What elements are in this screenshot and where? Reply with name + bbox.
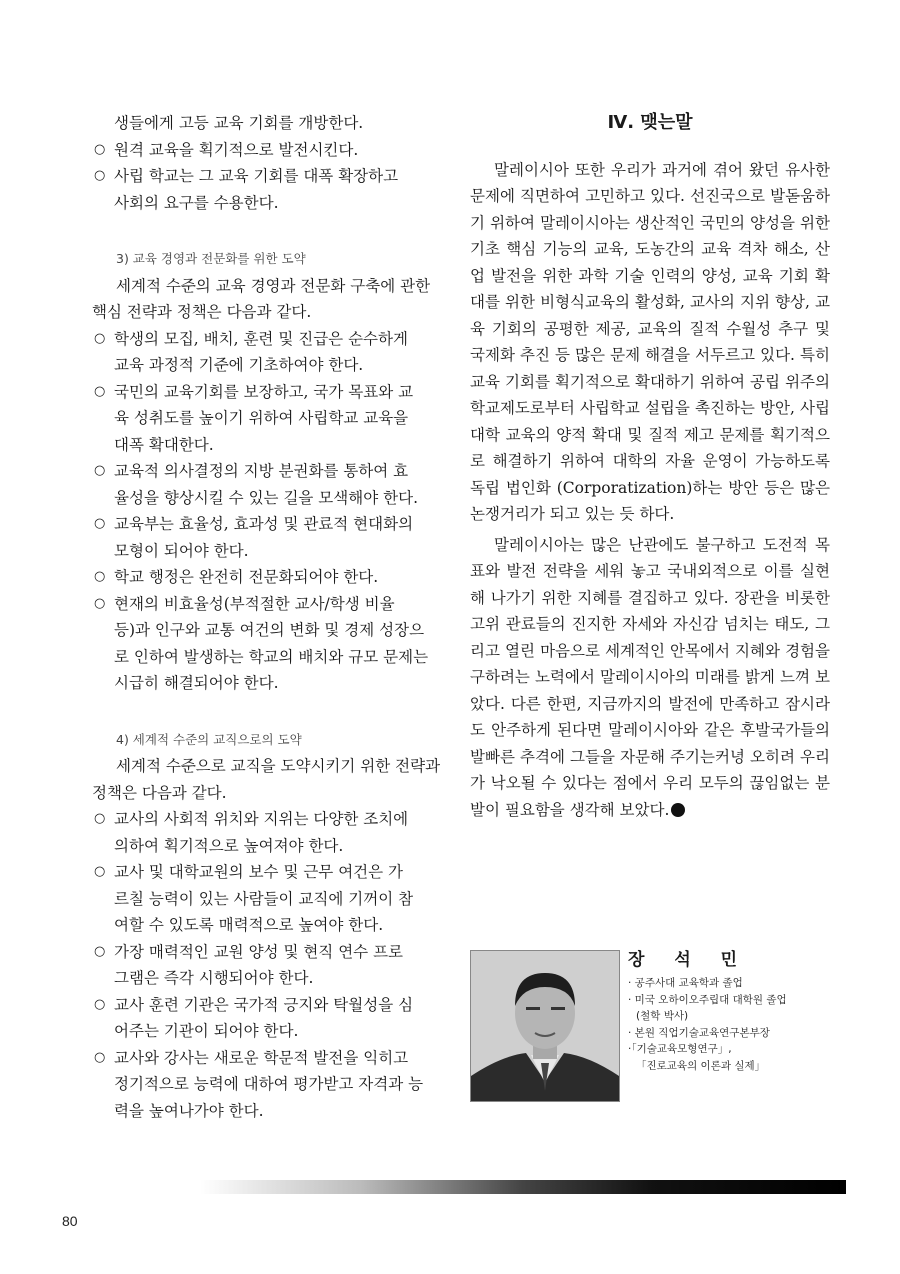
bullet-list-intro	[92, 137, 444, 217]
bullet-circle-icon: ○	[94, 811, 106, 826]
bullet-text-line: 학교 행정은 완전히 전문화되어야 한다.	[114, 568, 379, 586]
section-3-bullets	[92, 326, 444, 697]
bullet-item	[92, 1045, 444, 1125]
bullet-text-line: 교육 과정적 기준에 기초하여야 한다.	[114, 356, 364, 374]
author-photo	[470, 950, 620, 1102]
bullet-circle-icon: ○	[94, 168, 106, 183]
bullet-item	[92, 806, 444, 859]
conclusion-title: Ⅳ. 맺는말	[607, 112, 693, 133]
bullet-text-line: 력을 높여나가야 한다.	[114, 1101, 264, 1120]
author-bio	[470, 945, 840, 1100]
bullet-item	[92, 326, 444, 379]
bullet-item	[92, 591, 444, 697]
bullet-text-line: 교사와 강사는 새로운 학문적 발전을 익히고	[114, 1048, 409, 1067]
credential-item: · 공주사대 교육학과 졸업	[628, 977, 743, 989]
bullet-text-line: 등)과 인구와 교통 여건의 변화 및 경제 성장으	[114, 621, 425, 639]
bullet-text-line: 교육적 의사결정의 지방 분권화를 통하여 효	[114, 462, 409, 480]
bullet-text-line: 어주는 기관이 되어야 한다.	[114, 1022, 299, 1040]
bullet-text-line: 그램은 즉각 시행되어야 한다.	[114, 969, 314, 987]
conclusion-paragraph-2	[470, 532, 830, 824]
bullet-text-line: 교사의 사회적 위치와 지위는 다양한 조치에	[114, 810, 409, 828]
bullet-circle-icon: ○	[94, 864, 106, 879]
bullet-text-line: 의하여 획기적으로 높여져야 한다.	[114, 836, 344, 855]
bullet-text-line: 르칠 능력이 있는 사람들이 교직에 기꺼이 참	[114, 889, 414, 908]
author-credentials	[628, 975, 787, 1074]
credential-item: 「진로교육의 이론과 실제」	[636, 1059, 766, 1072]
section-3-lead: 세계적 수준의 교육 경영과 전문화 구축에 관한 핵심 전략과 정책은 다음과 같다.	[92, 276, 431, 321]
bullet-circle-icon: ○	[94, 141, 106, 157]
section-4-lead: 세계적 수준으로 교직을 도약시키기 위한 전략과 정책은 다음과 같다.	[92, 757, 441, 802]
bullet-circle-icon: ○	[94, 330, 106, 346]
bullet-text-line: 모형이 되어야 한다.	[114, 541, 249, 560]
bullet-text-line: 여할 수 있도록 매력적으로 높여야 한다.	[114, 916, 384, 934]
bullet-circle-icon: ○	[94, 943, 106, 959]
bullet-text-line: 현재의 비효율성(부적절한 교사/학생 비율	[114, 594, 395, 613]
bullet-circle-icon: ○	[94, 516, 106, 531]
section-4-bullets	[92, 806, 444, 1124]
section-4-heading: 4) 세계적 수준의 교직으로의 도약	[116, 731, 302, 747]
bullet-item	[92, 939, 444, 992]
bullet-text-line: 교육부는 효율성, 효과성 및 관료적 현대화의	[114, 515, 414, 533]
author-name: 장 석 민	[628, 950, 750, 970]
bullet-circle-icon: ○	[94, 996, 106, 1012]
bullet-text-line: 국민의 교육기회를 보장하고, 국가 목표와 교	[114, 382, 414, 401]
conclusion-paragraph-2-text: 말레이시아는 많은 난관에도 불구하고 도전적 목표와 발전 전략을 세워 놓고 국내외적으로 이를 실현해 나가기 위한 지혜를 결집하고 있다. 장관을 비롯한 고위 관료들의 진지한 자세와 자신감 넘치는 태도, 그리고 열린 마음으로 세계적인 안목에서 지혜와 경험을 구하려는 노력에서 말레이시아의 미래를 밝게 느껴 보았다. 다른 한편, 지금까지의 발전에 만족하고 잠시라도 안주하게 된다면 말레이시아와 같은 후발국가들의 발빠른 추격에 그들을 자문해 주기는커녕 오히려 우리가 낙오될 수 있다는 점에서 우리 모두의 끊임없는 분발이 필요함을 생각해 보았다.	[470, 535, 830, 819]
bullet-text-line: 교사 훈련 기관은 국가적 긍지와 탁월성을 심	[114, 995, 414, 1014]
bullet-text-line: 육 성취도를 높이기 위하여 사립학교 교육을	[114, 409, 409, 427]
bullet-item	[92, 992, 444, 1045]
bullet-item	[92, 859, 444, 939]
page-number: 80	[62, 1213, 78, 1229]
bullet-item	[92, 163, 444, 216]
footer-gradient-bar	[200, 1180, 846, 1194]
bullet-item	[92, 379, 444, 459]
bullet-text-line: 사립 학교는 그 교육 기회를 대폭 확장하고	[114, 167, 399, 185]
bullet-item	[92, 458, 444, 511]
credential-item: · 본원 직업기술교육연구본부장	[628, 1026, 770, 1039]
conclusion-paragraph-1: 말레이시아 또한 우리가 과거에 겪어 왔던 유사한 문제에 직면하여 고민하고 있다. 선진국으로 발돋움하기 위하여 말레이시아는 생산적인 국민의 양성을 위한 기초 핵심 기능의 교육, 도농간의 교육 격차 해소, 산업 발전을 위한 과학 기술 인력의 양성, 교육 기회 확대를 위한 비형식교육의 활성화, 교사의 지위 향상, 교육 기회의 공평한 제공, 교육의 질적 수월성 추구 및 국제화 추진 등 많은 문제 해결을 서두르고 있다. 특히 교육 기회를 획기적으로 확대하기 위하여 공립 위주의 학교제도로부터 사립학교 설립을 촉진하는 방안, 사립대학 교육의 양적 확대 및 질적 제고 문제를 획기적으로 해결하기 위하여 대학의 자율 운영이 가능하도록 독립 법인화 (Corporatization)하는 방안 등은 많은 논쟁거리가 되고 있는 듯 하다.	[470, 160, 830, 523]
author-portrait-icon	[471, 951, 619, 1101]
bullet-item	[92, 564, 444, 591]
bullet-item	[92, 511, 444, 564]
bullet-text-line: 정기적으로 능력에 대하여 평가받고 자격과 능	[114, 1075, 424, 1093]
bullet-text-line: 사회의 요구를 수용한다.	[114, 193, 279, 212]
right-column	[470, 110, 830, 823]
bullet-text-line: 원격 교육을 획기적으로 발전시킨다.	[114, 140, 359, 159]
section-3-heading: 3) 교육 경영과 전문화를 위한 도약	[116, 251, 306, 266]
bullet-text-line: 율성을 향상시킬 수 있는 길을 모색해야 한다.	[114, 488, 419, 507]
continued-line: 생들에게 고등 교육 기회를 개방한다.	[114, 114, 364, 132]
bullet-circle-icon: ○	[94, 595, 106, 611]
credential-item: ·「기술교육모형연구」,	[628, 1043, 732, 1055]
bullet-circle-icon: ○	[94, 1049, 106, 1065]
bullet-text-line: 대폭 확대한다.	[114, 435, 214, 454]
bullet-text-line: 교사 및 대학교원의 보수 및 근무 여건은 가	[114, 863, 404, 881]
bullet-text-line: 시급히 해결되어야 한다.	[114, 674, 279, 692]
credential-item: · 미국 오하이오주립대 대학원 졸업	[628, 993, 787, 1006]
left-column	[92, 110, 444, 1124]
bullet-item	[92, 137, 444, 164]
credential-item: (철학 박사)	[636, 1010, 689, 1022]
bullet-circle-icon: ○	[94, 463, 106, 478]
bullet-text-line: 가장 매력적인 교원 양성 및 현직 연수 프로	[114, 942, 404, 961]
bullet-circle-icon: ○	[94, 383, 106, 399]
end-mark-icon	[671, 803, 685, 817]
bullet-text-line: 학생의 모집, 배치, 훈련 및 진급은 순수하게	[114, 329, 408, 348]
bullet-circle-icon: ○	[94, 569, 106, 584]
bullet-text-line: 로 인하여 발생하는 학교의 배치와 규모 문제는	[114, 647, 429, 666]
